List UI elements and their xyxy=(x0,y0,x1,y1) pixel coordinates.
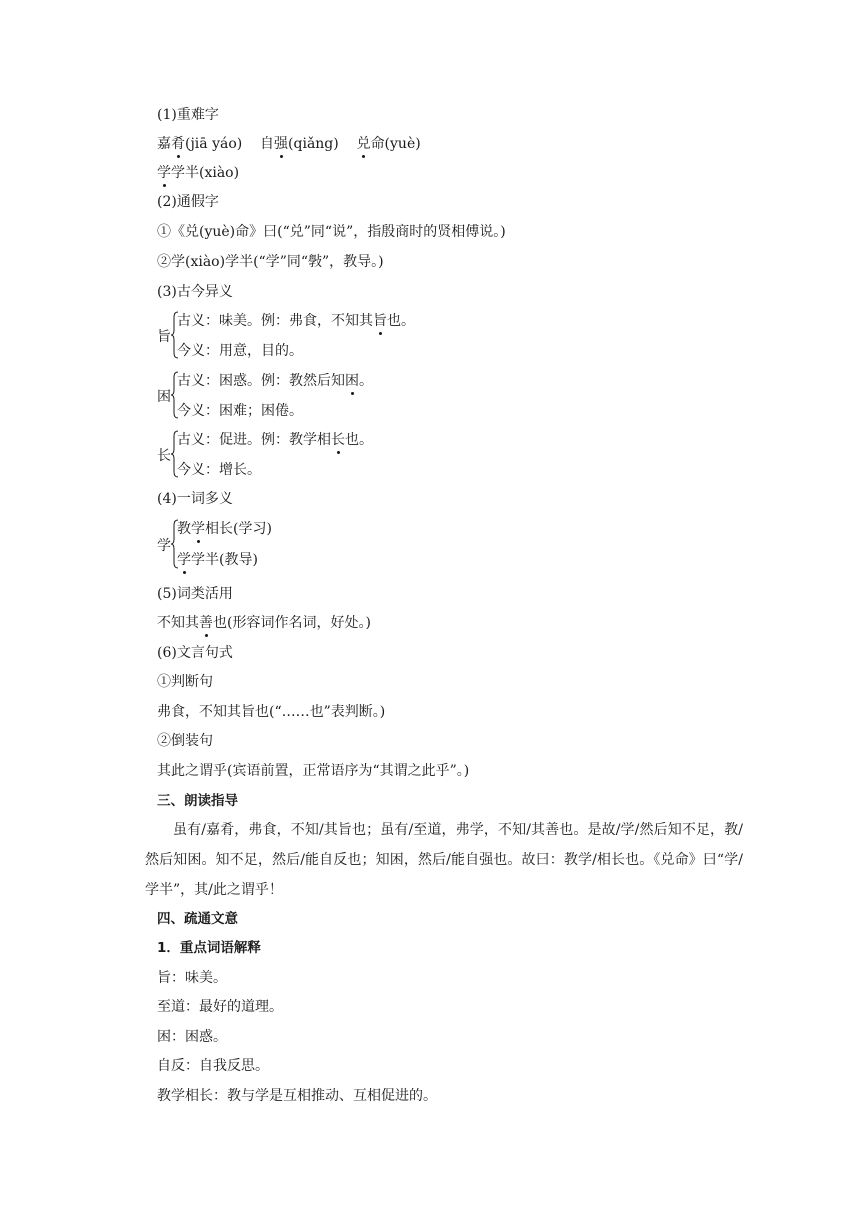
pattern-inversion-line: 其此之谓乎(宾语前置，正常语序为“其谓之此乎”。) xyxy=(157,763,470,779)
polysemy-meaning-1: 教学相长(学习) xyxy=(177,521,272,537)
term-item: 教学相长：教与学是互相推动、互相促进的。 xyxy=(157,1088,437,1104)
section-heading-word-class: (5)词类活用 xyxy=(157,586,233,602)
polysemy-meaning-2: 学学半(教导) xyxy=(177,552,258,568)
modern-meaning: 今义：困难；困倦。 xyxy=(177,403,303,419)
key-characters-line-1: 嘉肴(jiā yáo) 自强(qiǎng) 兑命(yuè) xyxy=(157,136,421,152)
section-heading-ancient-modern: (3)古今异义 xyxy=(157,284,233,300)
group-head-char: 旨 xyxy=(157,329,171,345)
meaning-group-zhi xyxy=(157,311,457,361)
emphasis-char: 旨 xyxy=(373,313,387,329)
emphasis-char: 学 xyxy=(191,521,205,537)
ancient-meaning: 古义：促进。例：教学相长也。 xyxy=(177,432,373,448)
reading-guide-paragraph: 虽有/嘉肴，弗食，不知/其旨也；虽有/至道，弗学，不知/其善也。是故/学/然后知不足，教/然后知困。知不足，然后/能自反也；知困，然后/能自强也。故曰：教学/相长也。《兑命》曰“学/学半”，其/此之谓乎！ xyxy=(145,822,743,898)
interchangeable-line-1: ①《兑(yuè)命》曰(“兑”同“说”，指殷商时的贤相傅说。) xyxy=(157,224,506,240)
ancient-meaning: 古义：味美。例：弗食，不知其旨也。 xyxy=(177,313,415,329)
pattern-judgment-line: 弗食，不知其旨也(“……也”表判断。) xyxy=(157,704,386,720)
emphasis-char: 长 xyxy=(331,432,345,448)
interchangeable-line-2: ②学(xiào)学半(“学”同“斅”，教导。) xyxy=(157,254,384,270)
polysemy-group-xue xyxy=(157,519,457,571)
meaning-group-kun xyxy=(157,371,457,421)
heading-key-terms: 1．重点词语解释 xyxy=(157,940,261,956)
section-heading-sentence-patterns: (6)文言句式 xyxy=(157,645,233,661)
heading-reading-guide: 三、朗读指导 xyxy=(157,793,238,809)
group-head-char: 学 xyxy=(157,538,171,554)
modern-meaning: 今义：用意，目的。 xyxy=(177,343,303,359)
modern-meaning: 今义：增长。 xyxy=(177,462,261,478)
term-item: 至道：最好的道理。 xyxy=(157,999,283,1015)
term-item: 旨：味美。 xyxy=(157,970,227,986)
section-heading-interchangeable: (2)通假字 xyxy=(157,194,219,210)
group-head-char: 长 xyxy=(157,448,171,464)
emphasis-char: 学 xyxy=(157,165,171,181)
meaning-group-zhang xyxy=(157,430,457,480)
pattern-inversion-title: ②倒装句 xyxy=(157,733,213,749)
emphasis-char: 困 xyxy=(345,373,359,389)
term-item: 自反：自我反思。 xyxy=(157,1058,269,1074)
emphasis-char: 兑 xyxy=(356,136,371,152)
ancient-meaning: 古义：困惑。例：教然后知困。 xyxy=(177,373,373,389)
group-head-char: 困 xyxy=(157,389,171,405)
heading-understanding: 四、疏通文意 xyxy=(157,911,238,927)
term-item: 困：困惑。 xyxy=(157,1029,227,1045)
word-class-line: 不知其善也(形容词作名词，好处。) xyxy=(157,615,371,631)
emphasis-char: 强 xyxy=(274,136,289,152)
key-characters-line-2: 学学半(xiào) xyxy=(157,165,240,181)
section-heading-key-characters: (1)重难字 xyxy=(157,107,219,123)
pattern-judgment-title: ①判断句 xyxy=(157,674,213,690)
emphasis-char: 善 xyxy=(199,615,213,631)
section-heading-polysemy: (4)一词多义 xyxy=(157,491,233,507)
emphasis-char: 肴 xyxy=(171,136,185,152)
emphasis-char: 学 xyxy=(177,552,191,568)
